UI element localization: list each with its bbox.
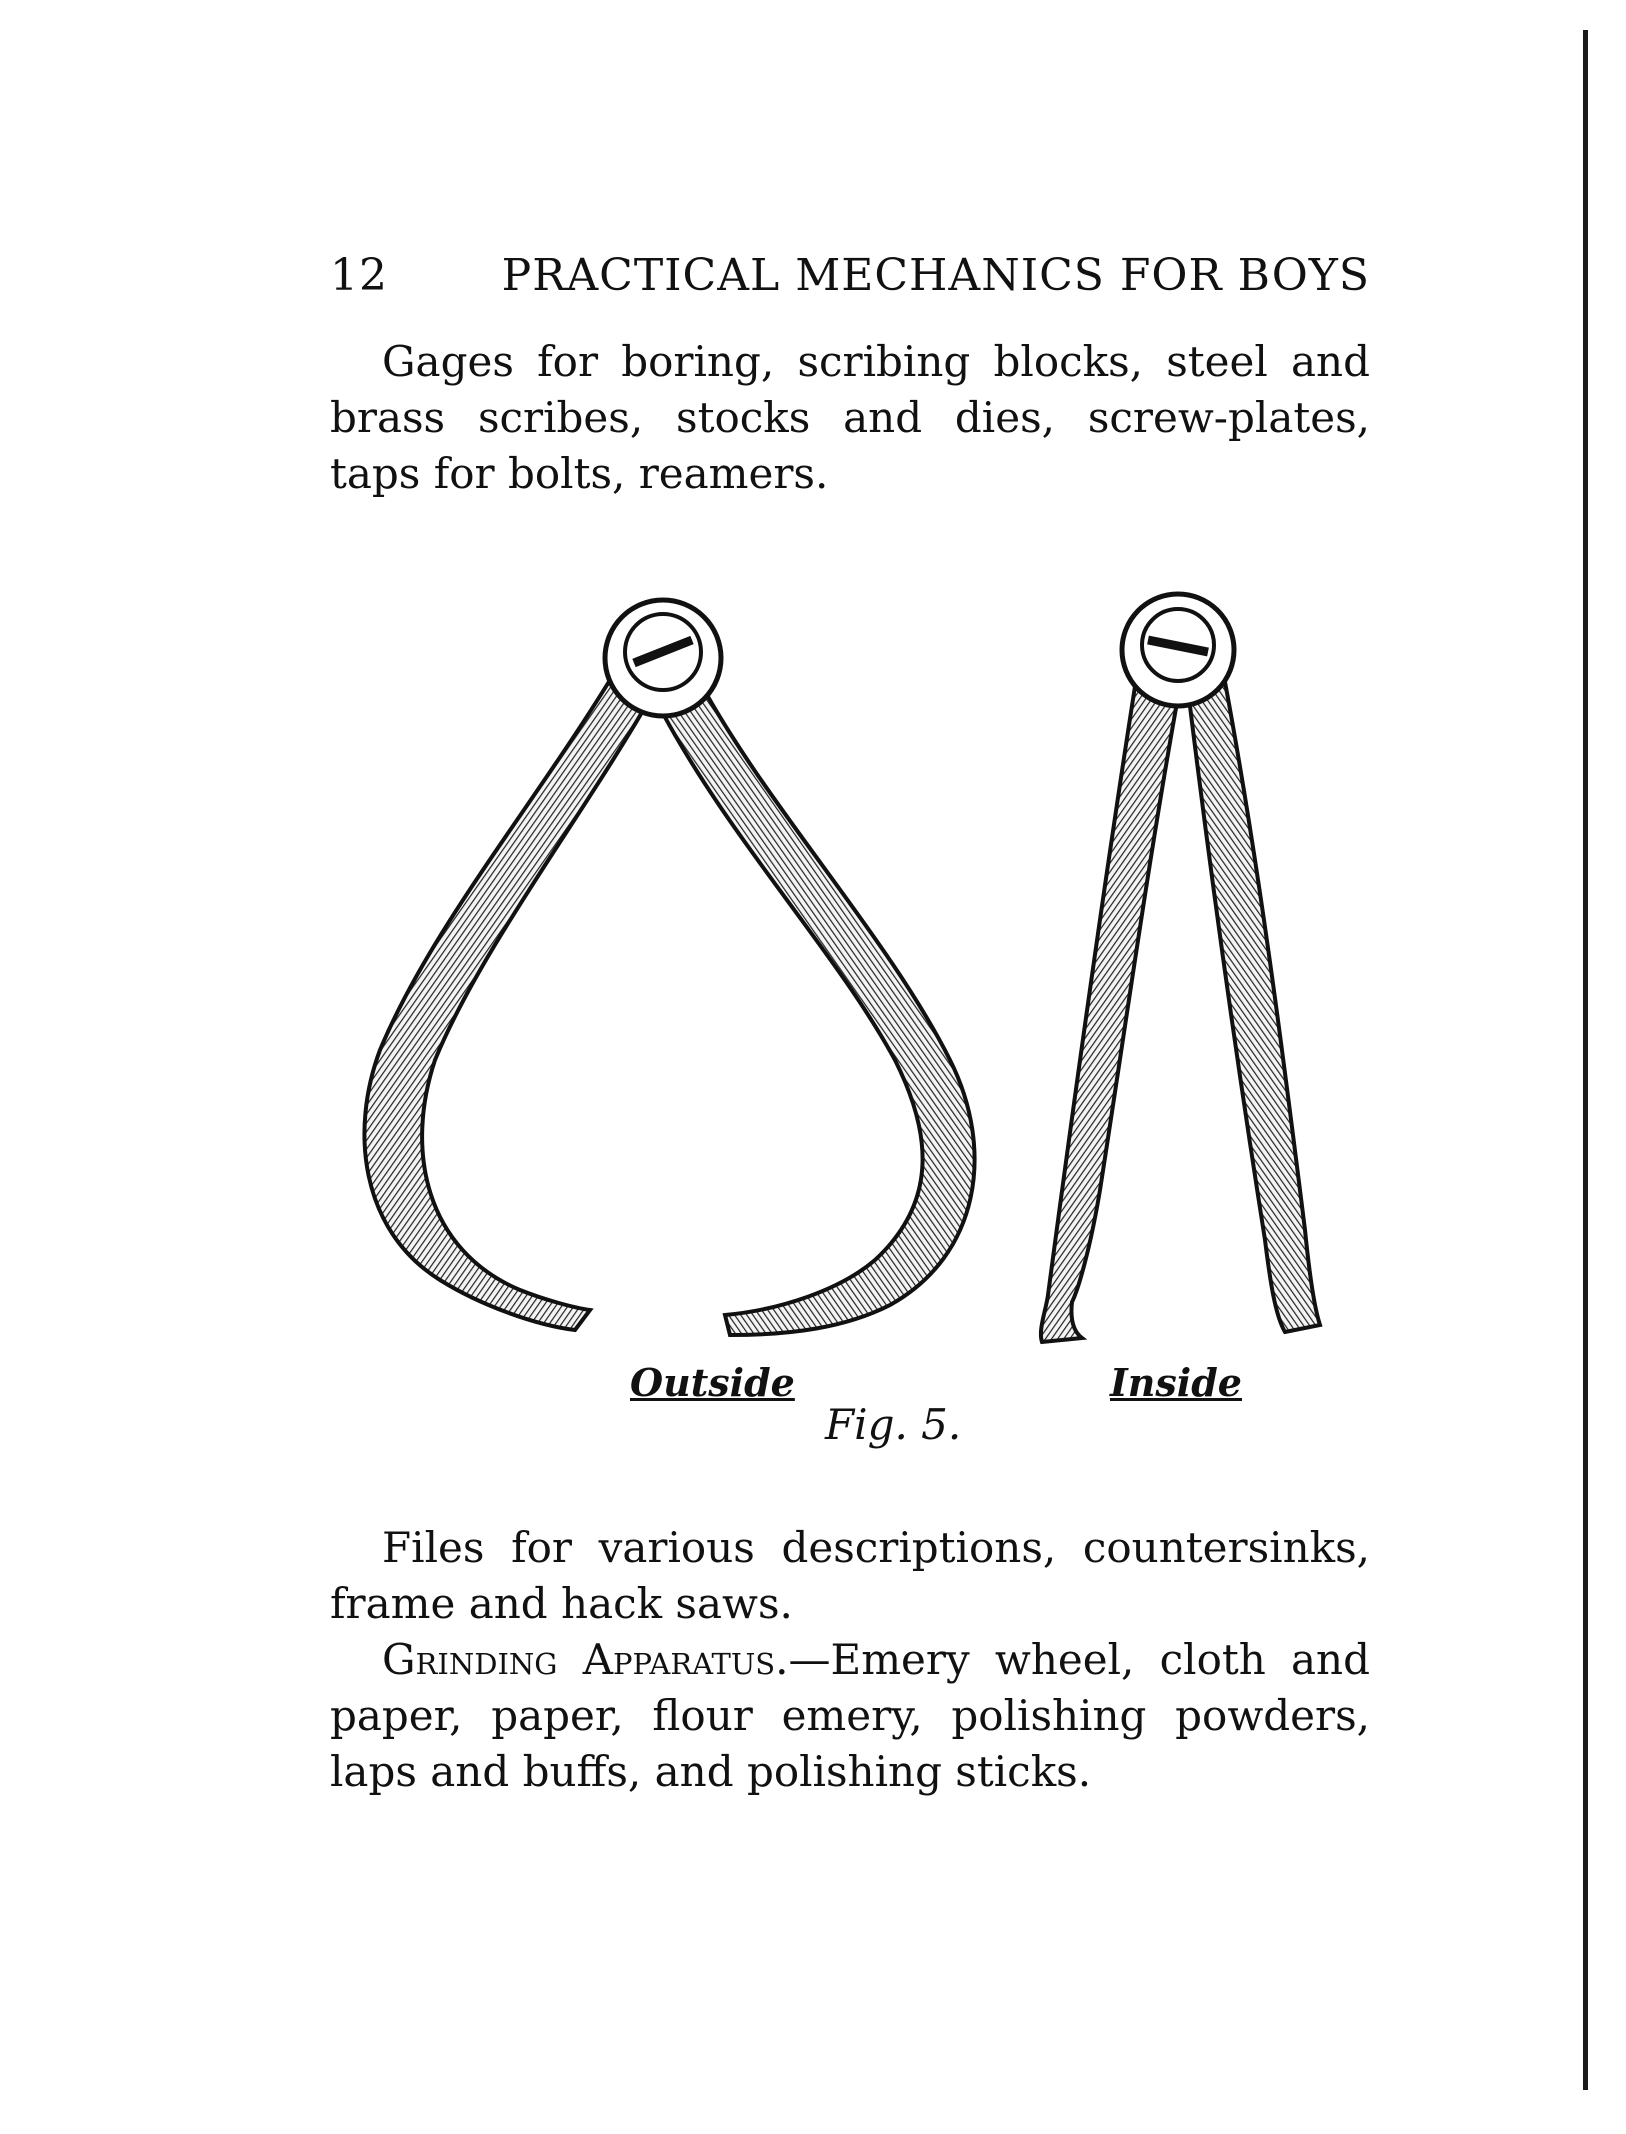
calipers-illustration	[330, 590, 1370, 1610]
paragraph-gages: Gages for boring, scribing blocks, steel and brass scribes, stocks and dies, screw-plates, taps for bolts, reamers.	[330, 337, 1370, 498]
page-number: 12	[330, 250, 388, 301]
figure-calipers	[330, 590, 1370, 1610]
outside-caliper	[364, 600, 974, 1335]
label-inside: Inside	[1110, 1360, 1242, 1405]
label-outside: Outside	[630, 1360, 795, 1405]
running-head	[330, 250, 1370, 301]
running-title: PRACTICAL MECHANICS FOR BOYS	[501, 250, 1370, 301]
figure-caption: Fig. 5.	[825, 1400, 962, 1449]
grinding-text: —Emery wheel, cloth and paper, paper, flour emery, polishing powders, laps and buffs, and polishing sticks.	[330, 1635, 1370, 1796]
page-edge-border	[1583, 30, 1588, 2090]
paragraph-grinding	[330, 1632, 1370, 1800]
grinding-heading: Grinding Apparatus.	[382, 1635, 789, 1684]
inside-caliper	[1041, 594, 1320, 1342]
paragraph-files: Files for various descriptions, countersinks, frame and hack saws.	[330, 1523, 1370, 1628]
